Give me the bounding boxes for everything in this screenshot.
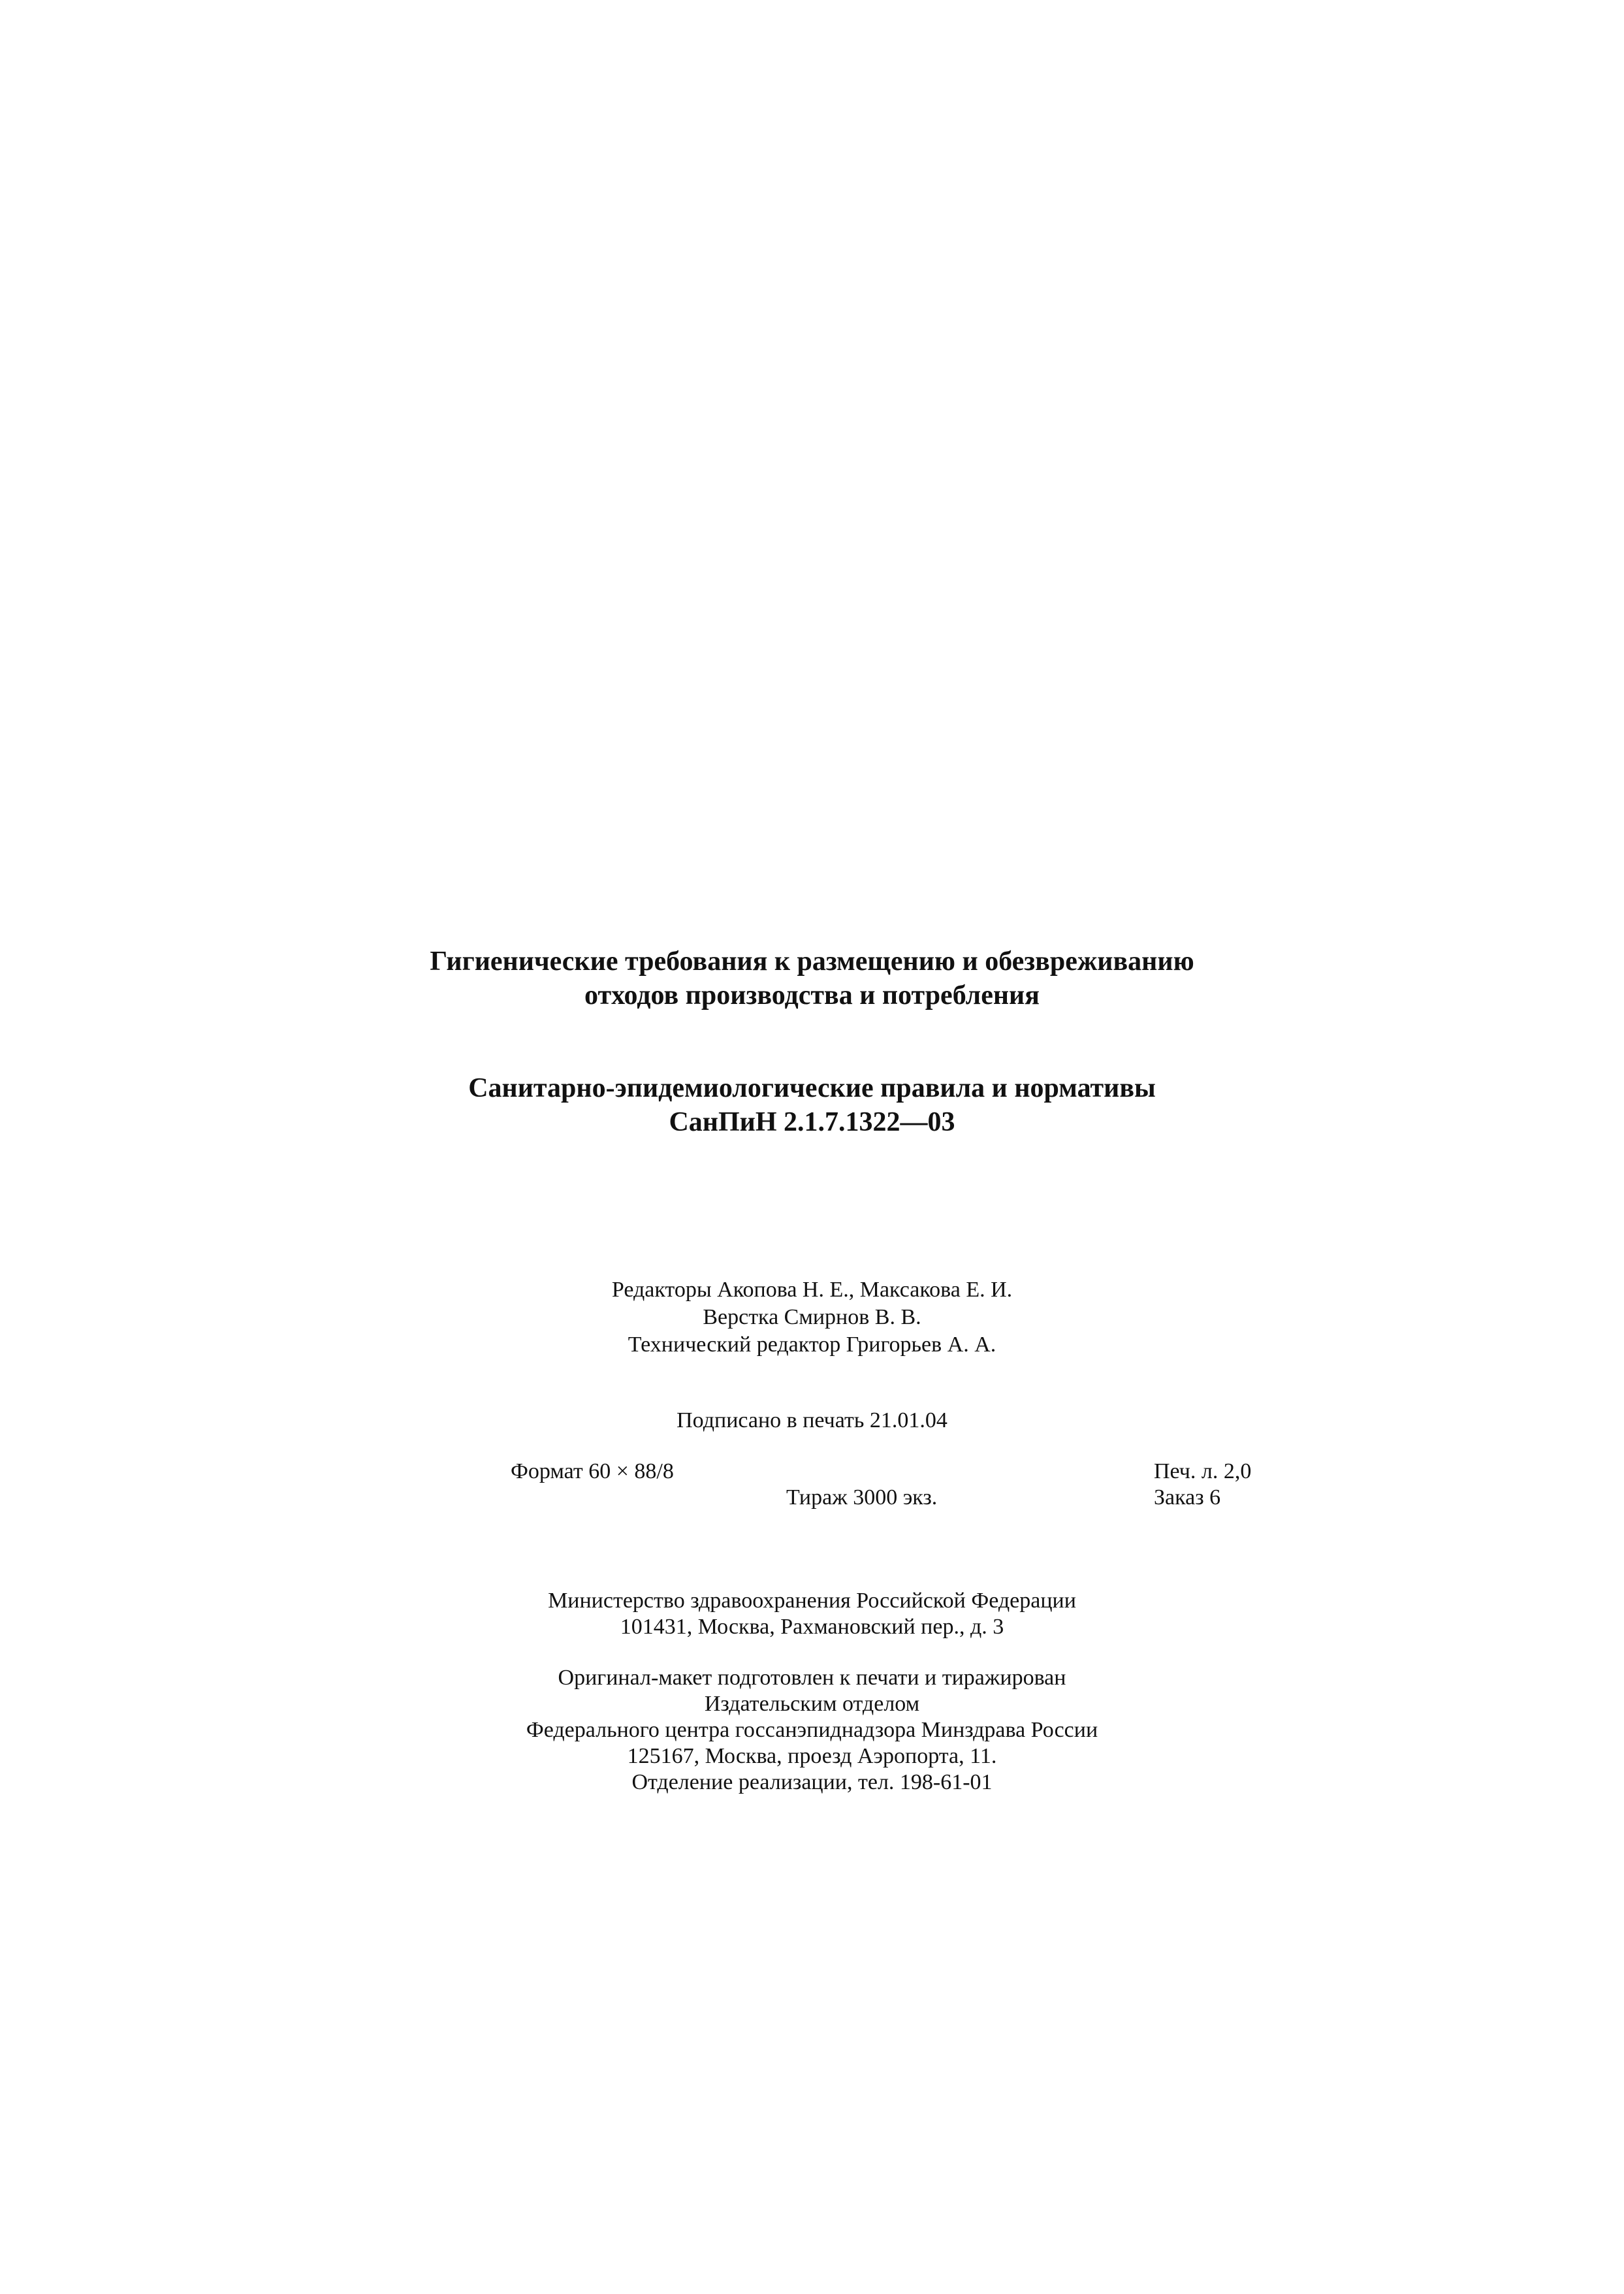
- publisher-address: 101431, Москва, Рахмановский пер., д. 3: [620, 1615, 1004, 1639]
- signed-line: Подписано в печать 21.01.04: [677, 1408, 947, 1432]
- document-code: СанПиН 2.1.7.1322—03: [669, 1107, 955, 1137]
- title-line-2: отходов производства и потребления: [584, 980, 1040, 1010]
- print-sheets-line: Печ. л. 2,0: [1154, 1459, 1252, 1483]
- format-line: Формат 60 × 88/8: [511, 1459, 674, 1483]
- title-line-1: Гигиенические требования к размещению и обезвреживанию: [430, 946, 1194, 977]
- editors-line: Редакторы Акопова Н. Е., Максакова Е. И.: [611, 1278, 1013, 1302]
- origin-line-2: Издательским отделом: [704, 1692, 920, 1716]
- order-line: Заказ 6: [1154, 1485, 1221, 1510]
- origin-line-3: Федерального центра госсанэпиднадзора Минздрава России: [526, 1718, 1098, 1742]
- subtitle-line-1: Санитарно-эпидемиологические правила и нормативы: [468, 1073, 1156, 1103]
- publisher-name: Министерство здравоохранения Российской Федерации: [548, 1589, 1076, 1613]
- origin-line-5: Отделение реализации, тел. 198-61-01: [631, 1770, 993, 1794]
- layout-line: Верстка Смирнов В. В.: [703, 1305, 921, 1329]
- run-line: Тираж 3000 экз.: [786, 1485, 938, 1510]
- origin-line-4: 125167, Москва, проезд Аэропорта, 11.: [627, 1744, 997, 1768]
- tech-editor-line: Технический редактор Григорьев А. А.: [628, 1333, 996, 1357]
- origin-line-1: Оригинал-макет подготовлен к печати и тиражирован: [558, 1666, 1066, 1690]
